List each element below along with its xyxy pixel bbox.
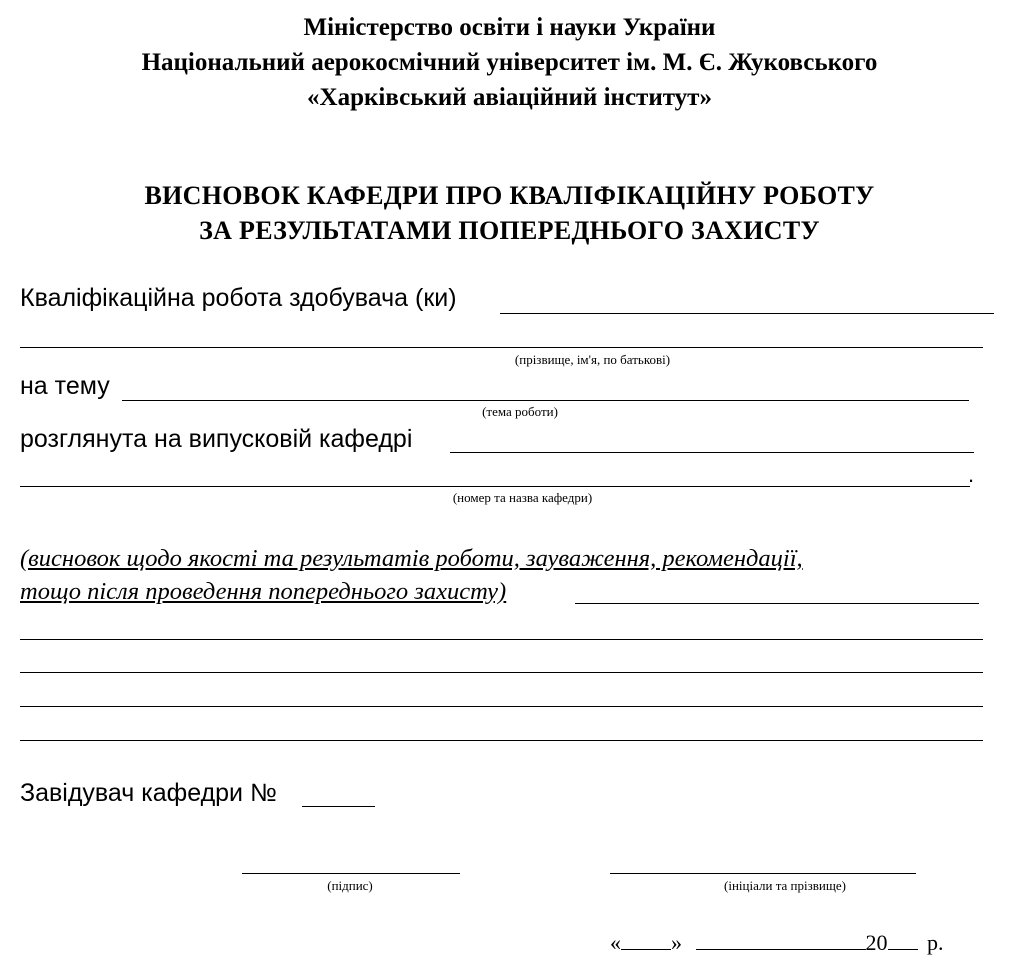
- university-name: Національний аерокосмічний університет ім. М. Є. Жуковського: [141, 49, 878, 76]
- head-of-department-label: Завідувач кафедри №: [20, 779, 277, 807]
- conclusion-line-3[interactable]: [20, 706, 983, 707]
- topic-line[interactable]: [122, 400, 969, 401]
- applicant-name-line[interactable]: [500, 313, 994, 314]
- conclusion-line-0[interactable]: [575, 603, 979, 604]
- initials-surname-line[interactable]: [610, 873, 916, 874]
- month-field[interactable]: [696, 931, 866, 950]
- department-end-dot: .: [968, 462, 975, 487]
- department-line[interactable]: [450, 452, 974, 453]
- department-line-2[interactable]: [20, 486, 970, 487]
- year-prefix: 20: [865, 930, 888, 955]
- topic-caption: (тема роботи): [482, 404, 558, 419]
- day-field[interactable]: [621, 931, 671, 950]
- institute-name: «Харківський авіаційний інститут»: [307, 84, 712, 111]
- topic-label: на тему: [20, 372, 110, 400]
- ministry-name: Міністерство освіти і науки України: [303, 14, 716, 41]
- department-number-line[interactable]: [302, 806, 375, 807]
- signature-line[interactable]: [242, 873, 460, 874]
- conclusion-line-4[interactable]: [20, 740, 983, 741]
- initials-surname-caption: (ініціали та прізвище): [724, 878, 846, 893]
- conclusion-line-1[interactable]: [20, 639, 983, 640]
- conclusion-prompt-line1: (висновок щодо якості та результатів роботи, зауваження, рекомендації,: [20, 545, 803, 572]
- document-title-line2: ЗА РЕЗУЛЬТАТАМИ ПОПЕРЕДНЬОГО ЗАХИСТУ: [199, 216, 820, 245]
- department-label: розглянута на випусковій кафедрі: [20, 425, 413, 453]
- date-close-quote: »: [671, 930, 682, 955]
- conclusion-prompt-line2: тощо після проведення попереднього захисту): [20, 578, 507, 605]
- department-caption: (номер та назва кафедри): [452, 490, 593, 505]
- applicant-caption: (прізвище, ім'я, по батькові): [514, 352, 671, 367]
- date-open-quote: «: [610, 930, 621, 955]
- document-title-line1: ВИСНОВОК КАФЕДРИ ПРО КВАЛІФІКАЦІЙНУ РОБОТУ: [144, 181, 875, 210]
- signature-caption: (підпис): [327, 878, 373, 893]
- year-field[interactable]: [888, 931, 918, 950]
- applicant-label: Кваліфікаційна робота здобувача (ки): [20, 284, 457, 312]
- applicant-name-line-2[interactable]: [20, 347, 983, 348]
- year-suffix: р.: [927, 930, 944, 955]
- conclusion-line-2[interactable]: [20, 672, 983, 673]
- date-row: [610, 930, 944, 956]
